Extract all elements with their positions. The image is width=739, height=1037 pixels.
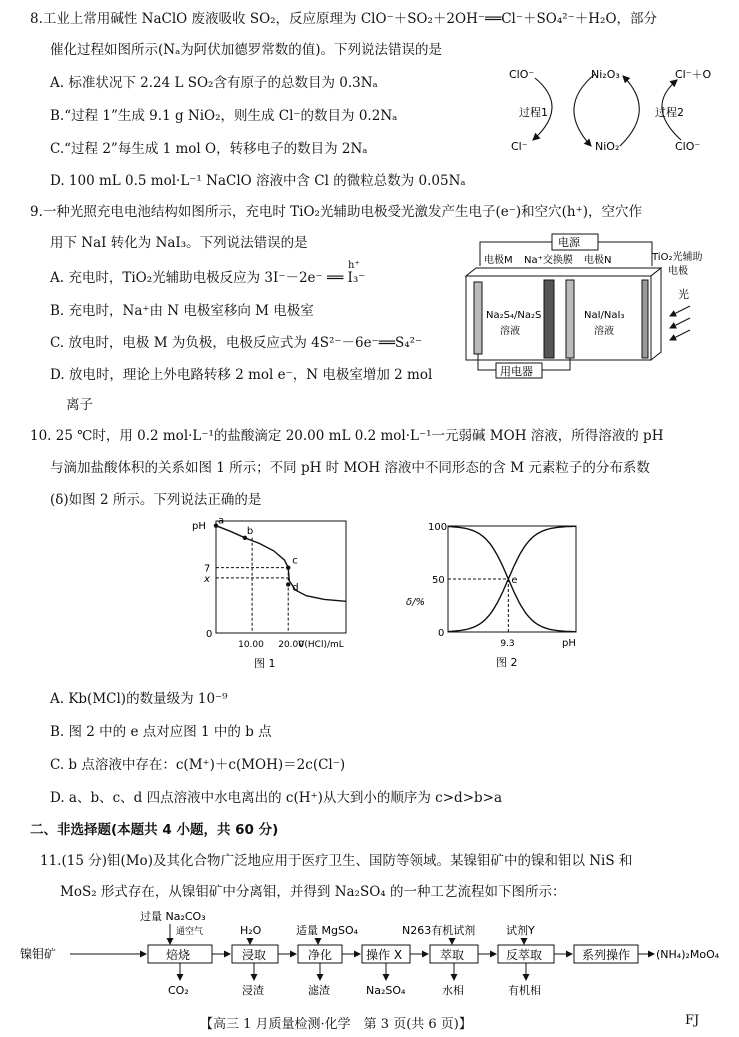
q9-light-ray-3	[670, 330, 690, 340]
q8-stem-line2: 催化过程如图所示(Nₐ为阿伏加德罗常数的值)。下列说法错误的是	[50, 42, 443, 58]
q9-tank-side	[651, 268, 661, 360]
q8-catalysis-diagram	[495, 62, 720, 162]
q11-flow-start: 镍钼矿	[20, 947, 57, 961]
fig1-point-label-c: c	[292, 555, 298, 567]
q8-fig-proc2: 过程2	[655, 106, 684, 119]
fig1-tick-y-0: 0	[206, 629, 213, 640]
q8-stem-line1: 8.工业上常用碱性 NaClO 废液吸收 SO₂，反应原理为 ClO⁻＋SO₂＋2OH⁻══Cl⁻＋SO₄²⁻＋H₂O，部分	[30, 11, 658, 27]
fig1-tick-x-20: 20.00	[278, 640, 304, 650]
q10-option-c: C. b 点溶液中存在：c(M⁺)＋c(MOH)＝2c(Cl⁻)	[50, 757, 346, 773]
q9-fig-power: 电源	[558, 236, 580, 249]
q9-membrane	[544, 280, 554, 358]
q11-flow-out4: Na₂SO₄	[366, 984, 406, 997]
fig1-caption: 图 1	[254, 657, 276, 670]
q9-stem-line2: 用下 NaI 转化为 NaI₃。下列说法错误的是	[50, 235, 308, 251]
q9-light-ray-2	[670, 318, 690, 328]
q9-tio2-electrode	[642, 280, 648, 358]
q10-stem-line1: 10. 25 ℃时，用 0.2 mol·L⁻¹的盐酸滴定 20.00 mL 0.2 mol·L⁻¹一元弱碱 MOH 溶液，所得溶液的 pH	[30, 428, 664, 444]
q9-stem-line1: 9.一种光照充电电池结构如图所示，充电时 TiO₂光辅助电极受光激发产生电子(e⁻)和空穴(h⁺)，空穴作	[30, 204, 642, 220]
q9-fig-light: 光	[678, 288, 689, 301]
fig2-tick-y-50: 50	[432, 575, 445, 586]
footer-right: FJ	[685, 1013, 700, 1028]
q10-option-a: A. Kb(MCl)的数量级为 10⁻⁹	[50, 691, 228, 707]
q9-fig-right-sol1: NaI/NaI₃	[584, 310, 625, 321]
q10-option-d: D. a、b、c、d 四点溶液中水电离出的 c(H⁺)从大到小的顺序为 c>d>b>a	[50, 790, 503, 806]
q9-electrode-n	[566, 280, 574, 358]
footer-center: 【高三 1 月质量检测·化学 第 3 页(共 6 页)】	[200, 1017, 472, 1032]
q8-fig-clo-top: ClO⁻	[509, 68, 535, 81]
fig1-tick-x-10: 10.00	[238, 640, 264, 650]
q11-flow-reagent2: H₂O	[240, 924, 262, 937]
q9-light-ray-1	[670, 306, 690, 316]
q9-option-b: B. 充电时，Na⁺由 N 电极室移向 M 电极室	[50, 303, 314, 319]
q8-arrow-right-inner	[620, 76, 639, 146]
q11-flow-reagent1: 过量 Na₂CO₃	[140, 910, 206, 923]
q9-battery-diagram	[456, 232, 720, 382]
fig1-curve	[216, 526, 346, 602]
q11-flow-reagent5: N263有机试剂	[402, 924, 476, 937]
q11-stem-line2: MoS₂ 形式存在，从镍钼矿中分离钼，并得到 Na₂SO₄ 的一种工艺流程如下图所示：	[60, 884, 566, 900]
q10-option-b: B. 图 2 中的 e 点对应图 1 中的 b 点	[50, 724, 272, 740]
q9-fig-left-sol1: Na₂S₄/Na₂S	[486, 310, 542, 321]
fig2-point-label-e: e	[511, 575, 518, 586]
fig1-ylabel: pH	[192, 521, 206, 532]
fig1-tick-y-7: 7	[204, 563, 211, 575]
q11-stem-line1: 11.(15 分)钼(Mo)及其化合物广泛地应用于医疗卫生、国防等领域。某镍钼矿中的镍和钼以 NiS 和	[40, 853, 633, 869]
q11-flow-step2: 浸取	[242, 948, 267, 962]
fig1-point-label-a: a	[218, 515, 225, 527]
section-title: 二、非选择题(本题共 4 小题，共 60 分)	[30, 822, 279, 838]
q9-tank-top	[466, 268, 661, 276]
q11-process-flowchart	[20, 908, 725, 1000]
q9-fig-en: 电极N	[584, 255, 612, 266]
q11-flow-out1: CO₂	[168, 984, 189, 997]
q11-flow-reagent3: 适量 MgSO₄	[296, 924, 359, 937]
q9-option-c: C. 放电时，电极 M 为负极，电极反应式为 4S²⁻－6e⁻══S₄²⁻	[50, 335, 423, 351]
q8-option-b: B.“过程 1”生成 9.1 g NiO₂，则生成 Cl⁻的数目为 0.2Nₐ	[50, 108, 398, 124]
q11-flow-out6: 有机相	[508, 984, 541, 997]
q9-fig-tio2b: 电极	[668, 266, 688, 277]
q8-fig-ni2o3: Ni₂O₃	[591, 68, 620, 81]
fig1-frame	[216, 521, 346, 633]
q9-fig-left-sol2: 溶液	[500, 326, 520, 337]
q9-option-d-line1: D. 放电时，理论上外电路转移 2 mol e⁻，N 电极室增加 2 mol	[50, 367, 433, 383]
q9-option-a-hplus: h⁺	[348, 260, 360, 271]
q11-flow-product: (NH₄)₂MoO₄	[656, 948, 720, 961]
q10-figure1-titration-curve	[190, 515, 350, 675]
q11-flow-out3: 滤渣	[308, 984, 330, 997]
q8-fig-nio2: NiO₂	[595, 140, 620, 153]
fig2-xlabel: pH	[562, 638, 576, 649]
q8-fig-clo-bottom: ClO⁻	[675, 140, 701, 153]
fig2-caption: 图 2	[496, 656, 518, 669]
q9-fig-membrane: Na⁺交换膜	[524, 255, 573, 266]
q10-stem-line2: 与滴加盐酸体积的关系如图 1 所示；不同 pH 时 MOH 溶液中不同形态的含 M 元素粒子的分布系数	[50, 460, 650, 476]
q9-fig-load: 用电器	[500, 365, 533, 378]
fig2-tick-x-93: 9.3	[500, 639, 515, 649]
q9-electrode-m	[474, 282, 482, 354]
fig1-point-d	[286, 582, 290, 586]
q11-flow-reagent1b: 通空气	[176, 927, 204, 937]
q11-flow-step5: 萃取	[440, 948, 465, 962]
fig1-xlabel: V(HCl)/mL	[298, 640, 344, 650]
q11-flow-step1: 焙烧	[166, 948, 191, 962]
fig1-tick-y-x: x	[204, 573, 210, 585]
q8-option-d: D. 100 mL 0.5 mol·L⁻¹ NaClO 溶液中含 Cl 的微粒总数为 0.05Nₐ	[50, 173, 466, 189]
q9-fig-em: 电极M	[484, 255, 513, 266]
q11-flow-step4: 操作 X	[366, 948, 403, 962]
q11-flow-step7: 系列操作	[582, 948, 631, 962]
q9-option-a: A. 充电时，TiO₂光辅助电极反应为 3I⁻－2e⁻ ══ I₃⁻	[50, 270, 366, 286]
q9-fig-tio2: TiO₂光辅助	[652, 252, 703, 263]
fig1-point-c	[286, 565, 290, 569]
q11-flow-reagent6: 试剂Y	[506, 924, 535, 937]
q8-option-c: C.“过程 2”每生成 1 mol O，转移电子的数目为 2Nₐ	[50, 141, 368, 157]
q8-fig-proc1: 过程1	[519, 106, 548, 119]
q9-fig-right-sol2: 溶液	[594, 326, 614, 337]
q8-arrow-left-inner	[574, 74, 595, 146]
q11-flow-step3: 净化	[308, 948, 333, 962]
fig2-tick-y-0: 0	[438, 628, 445, 639]
q10-figure2-distribution	[400, 518, 590, 673]
q11-flow-out2: 浸渣	[242, 984, 264, 997]
q10-stem-line3: (δ)如图 2 所示。下列说法正确的是	[50, 492, 262, 508]
fig1-point-label-d: d	[292, 582, 299, 594]
q11-flow-step6: 反萃取	[506, 948, 543, 962]
fig2-tick-y-100: 100	[428, 522, 448, 533]
q8-fig-cl-bottom: Cl⁻	[511, 140, 528, 153]
q8-option-a: A. 标准状况下 2.24 L SO₂含有原子的总数目为 0.3Nₐ	[50, 75, 378, 91]
fig1-point-label-b: b	[246, 525, 254, 537]
q8-fig-cl-o: Cl⁻＋O	[675, 68, 712, 81]
q11-flow-out5: 水相	[442, 984, 464, 997]
fig2-ylabel: δ/%	[406, 597, 425, 608]
q9-option-d-line2: 离子	[66, 397, 93, 413]
